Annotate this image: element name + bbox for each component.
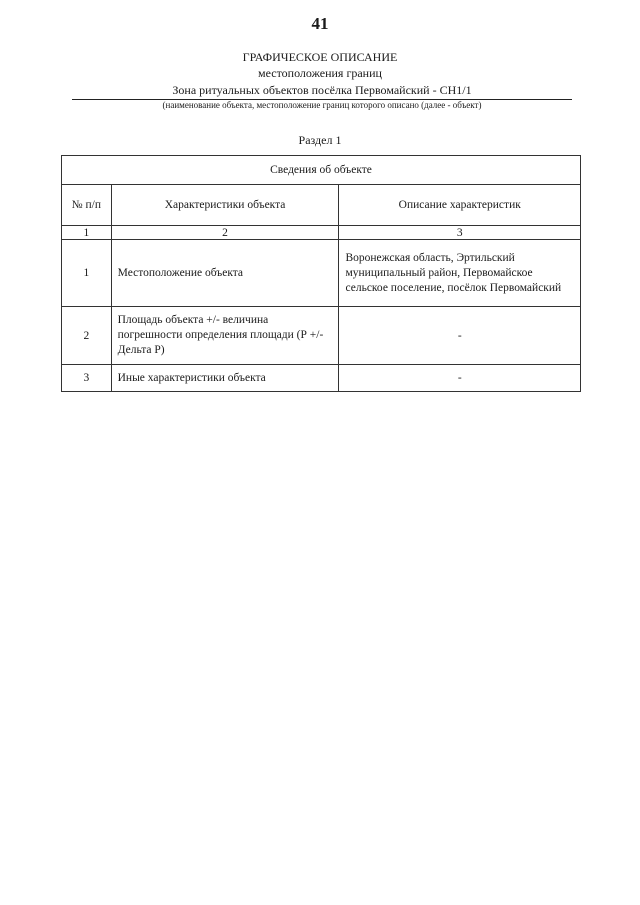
row-number: 3 [62, 365, 112, 392]
object-name-note: (наименование объекта, местоположение границ которого описано (далее - объект) [162, 100, 482, 110]
column-index-1: 1 [62, 226, 112, 240]
table-row [62, 240, 581, 307]
row-description: - [339, 307, 581, 365]
row-characteristic: Местоположение объекта [111, 240, 339, 307]
section-label: Раздел 1 [298, 133, 342, 147]
object-info-table [61, 155, 581, 392]
row-number: 1 [62, 240, 112, 307]
column-index-3: 3 [339, 226, 581, 240]
document-subtitle: местоположения границ [258, 66, 382, 80]
row-description: Воронежская область, Эртильский муниципальный район, Первомайское сельское поселение, посёлок Первомайский [339, 240, 581, 307]
document-title: ГРАФИЧЕСКОЕ ОПИСАНИЕ [242, 50, 398, 64]
row-characteristic: Площадь объекта +/- величина погрешности определения площади (Р +/- Дельта Р) [111, 307, 339, 365]
row-number: 2 [62, 307, 112, 365]
page-number: 41 [311, 14, 329, 33]
column-header-description: Описание характеристик [339, 185, 581, 226]
row-characteristic: Иные характеристики объекта [111, 365, 339, 392]
column-header-number: № п/п [62, 185, 112, 226]
object-name: Зона ритуальных объектов посёлка Первомайский - СН1/1 [72, 83, 572, 100]
column-header-characteristic: Характеристики объекта [111, 185, 339, 226]
table-caption: Сведения об объекте [62, 156, 581, 185]
table-row [62, 307, 581, 365]
column-index-2: 2 [111, 226, 339, 240]
table-row [62, 365, 581, 392]
row-description: - [339, 365, 581, 392]
